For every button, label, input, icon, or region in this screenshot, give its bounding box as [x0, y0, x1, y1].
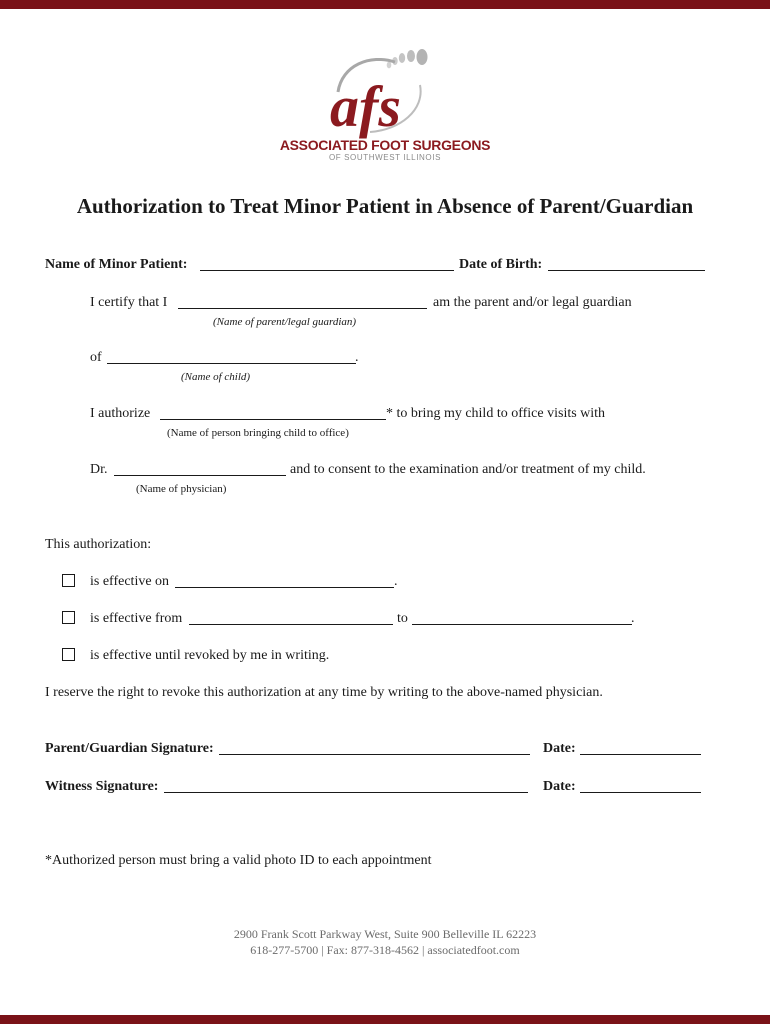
effective-on-date-field[interactable]	[175, 587, 394, 588]
child-suffix: .	[355, 350, 359, 365]
minor-patient-name-field[interactable]	[200, 270, 454, 271]
child-prefix: of	[90, 350, 102, 365]
company-logo	[270, 40, 500, 165]
effective-on-suffix: .	[394, 574, 398, 589]
date-of-birth-label: Date of Birth:	[459, 257, 543, 272]
authorize-suffix: * to bring my child to office visits with	[386, 406, 606, 421]
physician-name-field[interactable]	[114, 475, 286, 476]
logo-company-subname: OF SOUTHWEST ILLINOIS	[328, 153, 442, 162]
logo-monogram: afs	[330, 74, 401, 139]
top-border-bar	[0, 0, 770, 9]
witness-signature-label: Witness Signature:	[45, 779, 159, 794]
authorization-heading: This authorization:	[45, 537, 152, 552]
authorize-prefix: I authorize	[90, 406, 151, 421]
effective-to-suffix: .	[631, 611, 635, 626]
logo-footprint-icon	[270, 40, 500, 140]
until-revoked-label: is effective until revoked by me in writing.	[90, 648, 330, 663]
revoke-statement: I reserve the right to revoke this authorization at any time by writing to the above-named physician.	[45, 685, 603, 700]
bottom-border-bar	[0, 1015, 770, 1024]
witness-signature-date-label: Date:	[543, 779, 576, 794]
effective-from-label: is effective from	[90, 611, 183, 626]
physician-name-hint: (Name of physician)	[136, 483, 227, 495]
authorized-person-hint: (Name of person bringing child to office)	[167, 427, 349, 439]
witness-signature-date-field[interactable]	[580, 792, 701, 793]
witness-signature-field[interactable]	[164, 792, 528, 793]
effective-from-checkbox[interactable]	[62, 611, 75, 624]
effective-to-label: to	[397, 611, 408, 626]
child-name-field[interactable]	[107, 363, 356, 364]
until-revoked-checkbox[interactable]	[62, 648, 75, 661]
effective-from-date-field[interactable]	[189, 624, 393, 625]
effective-on-checkbox[interactable]	[62, 574, 75, 587]
footer-address: 2900 Frank Scott Parkway West, Suite 900 Belleville IL 62223	[233, 927, 537, 941]
logo-company-name: ASSOCIATED FOOT SURGEONS	[279, 137, 491, 153]
physician-suffix: and to consent to the examination and/or treatment of my child.	[290, 462, 646, 477]
parent-signature-date-label: Date:	[543, 741, 576, 756]
date-of-birth-field[interactable]	[548, 270, 705, 271]
form-title: Authorization to Treat Minor Patient in Absence of Parent/Guardian	[76, 194, 694, 218]
minor-patient-name-label: Name of Minor Patient:	[45, 257, 188, 272]
parent-signature-label: Parent/Guardian Signature:	[45, 741, 214, 756]
parent-name-hint: (Name of parent/legal guardian)	[213, 316, 357, 328]
physician-prefix: Dr.	[90, 462, 108, 477]
certify-prefix: I certify that I	[90, 295, 168, 310]
effective-on-label: is effective on	[90, 574, 170, 589]
parent-name-field[interactable]	[178, 308, 427, 309]
parent-signature-date-field[interactable]	[580, 754, 701, 755]
effective-to-date-field[interactable]	[412, 624, 632, 625]
authorized-person-field[interactable]	[160, 419, 386, 420]
photo-id-note: *Authorized person must bring a valid photo ID to each appointment	[45, 853, 432, 868]
certify-suffix: am the parent and/or legal guardian	[433, 295, 632, 310]
footer-contact: 618-277-5700 | Fax: 877-318-4562 | associatedfoot.com	[250, 943, 520, 957]
parent-signature-field[interactable]	[219, 754, 530, 755]
child-name-hint: (Name of child)	[181, 371, 251, 383]
